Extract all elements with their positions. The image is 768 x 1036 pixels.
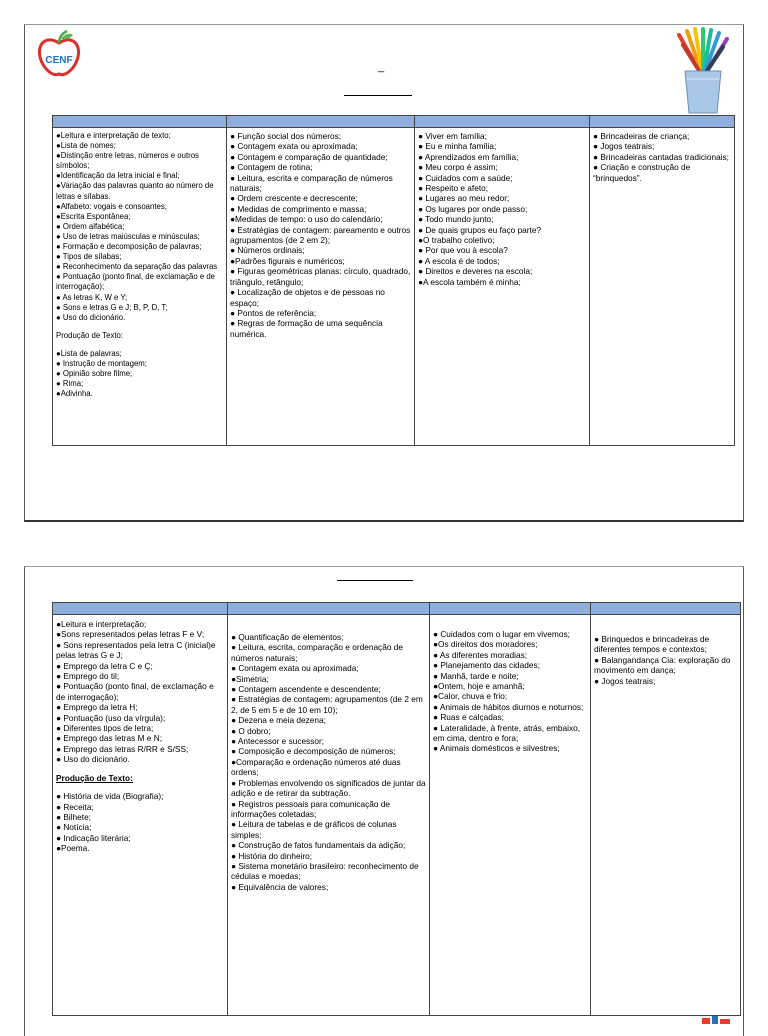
list-item: ● Lugares ao meu redor; (418, 193, 510, 204)
list-item: ● Diferentes tipos de letra; (56, 723, 154, 734)
list-item: ● Reconhecimento da separação das palavras (56, 262, 218, 272)
list-item: ● Balangandança Cia: exploração do movimento em dança; (594, 654, 731, 676)
list-item: ● Contagem exata ou aproximada; (230, 141, 358, 152)
list-item: ● Viver em família; (418, 131, 487, 141)
list-item: ● Sistema monetário brasileiro: reconhecimento de cédulas e moedas; (231, 860, 419, 882)
column-arts (591, 615, 741, 1016)
list-item: ●Comparação e ordenação números até duas ordens; (231, 756, 401, 778)
header-mark: _ (378, 61, 385, 73)
spacer (56, 783, 224, 791)
list-item: ● Jogos teatrais; (593, 141, 655, 152)
list-item: ● Localização de objetos e de pessoas no espaço; (230, 287, 385, 308)
list-item: ● Contagem exata ou aproximada; (231, 663, 359, 674)
list-item: ● Pontuação (ponto final, de exclamação e de interrogação); (56, 272, 216, 292)
list-item: ●Leitura e interpretação de texto; (56, 131, 171, 140)
list-item: ● Cuidados com o lugar em vivemos; (433, 629, 570, 639)
list-item: ● Números ordinais; (230, 245, 305, 256)
list-item: ● Registros pessoais para comunicação de informações coletadas; (231, 798, 391, 819)
list-item: ● Uso do dicionário. (56, 312, 126, 322)
list-item: ● Ordem alfabética; (56, 221, 125, 231)
list-item: ● Uso de letras maiúsculas e minúsculas; (56, 231, 200, 241)
list-item: ●Lista de palavras; (56, 348, 122, 358)
list-item: ● Equivalência de valores; (231, 881, 329, 892)
list-item: ● Quantificação de elementos; (231, 632, 344, 642)
list-item: ● Problemas envolvendo os significados de juntar da adição e de retirar da subtração. (231, 777, 426, 799)
list-item: ● Construção de fatos fundamentais da adição; (231, 840, 406, 851)
list-item: ● Animais domésticos e silvestres; (433, 743, 560, 754)
list-item: ●Alfabeto: vogais e consoantes; (56, 201, 167, 211)
list-item: ● Cuidados com a saúde; (418, 172, 513, 183)
header-cell (227, 116, 415, 128)
header-cell (590, 116, 735, 128)
list-item: ● Os lugares por onde passo; (418, 203, 528, 214)
list-item: ● Contagem e comparação de quantidade; (230, 151, 388, 162)
list-item: ● Regras de formação de uma sequência numérica. (230, 318, 383, 339)
column-arts (590, 128, 735, 446)
list-item: ● Dezena e meia dezena; (231, 715, 326, 726)
list-item: ●Identificação da letra inicial e final; (56, 171, 180, 181)
list-item: ● Composição e decomposição de números; (231, 746, 396, 757)
list-item: ● Todo mundo junto; (418, 214, 494, 225)
list-item: ● Leitura, escrita e comparação de números naturais; (230, 172, 393, 194)
list-item: ● Ordem crescente e decrescente; (230, 193, 358, 204)
list-item: ● Por que vou à escola? (418, 245, 508, 256)
curriculum-table-1 (52, 115, 735, 446)
list-item: ● Jogos teatrais; (594, 675, 656, 686)
list-item: ●Sons representados pelas letras F e V; (56, 629, 205, 640)
list-item: ● Ruas e calçadas; (433, 712, 504, 723)
list-item: ● Formação e decomposição de palavras; (56, 242, 202, 252)
list-item: ●Simetria; (231, 673, 269, 684)
list-item: ●Poema. (56, 843, 90, 854)
header-cell (53, 116, 227, 128)
list-item: ● Direitos e deveres na escola; (418, 266, 533, 277)
list-item: ● Respeito e afeto; (418, 183, 489, 194)
section-heading: Produção de Texto: (56, 330, 124, 340)
header-cell (430, 603, 591, 615)
column-mathematics (227, 128, 415, 446)
list-item: ● Emprego da letra H; (56, 702, 138, 713)
list-item: ● Receita; (56, 801, 94, 812)
header-cell (228, 603, 430, 615)
table-header-row (53, 116, 735, 128)
corner-logo-fragment (698, 1014, 738, 1024)
list-item: ● Meu corpo é assim; (418, 162, 498, 173)
list-item: ●A escola também é minha; (418, 276, 521, 287)
list-item: ●Os direitos dos moradores; (433, 639, 538, 650)
spacer (56, 765, 224, 773)
list-item: ● Medidas de comprimento e massa; (230, 203, 367, 214)
list-item: ● As diferentes moradias; (433, 649, 528, 660)
column-portuguese (53, 128, 227, 446)
list-item: ● Antecessor e sucessor; (231, 736, 325, 747)
list-item: ● Uso do dicionário. (56, 754, 130, 765)
list-item: ● Sons e letras G e J; B, P, D, T; (56, 302, 168, 312)
title-underline (337, 580, 413, 581)
list-item: ●Lista de nomes; (56, 141, 116, 151)
list-item: ● Figuras geométricas planas: círculo, quadrado, triângulo, retângulo; (230, 266, 411, 287)
table-row (53, 615, 741, 1016)
list-item: ● Estratégias de contagem: agrupamentos (de 2 em 2, de 5 em 5 e de 10 em 10); (231, 694, 423, 715)
header-cell (53, 603, 228, 615)
list-item: ● Emprego das letras M e N; (56, 733, 162, 744)
list-item: ● Lateralidade, à frente, atrás, embaixo, em cima, dentro e fora; (433, 722, 581, 744)
list-item: ● Eu e minha família; (418, 141, 497, 152)
list-item: ● História de vida (Biografia); (56, 791, 164, 802)
list-item: ● Rima; (56, 379, 84, 389)
list-item: ●Leitura e interpretação; (56, 619, 147, 629)
spacer (56, 341, 223, 349)
header-cell (591, 603, 741, 615)
list-item: ● Brincadeiras cantadas tradicionais; (593, 151, 729, 162)
list-item: ● Pontuação (ponto final, de exclamação e de interrogação); (56, 681, 214, 702)
list-item: ● Função social dos números; (230, 131, 342, 141)
list-item: ●O trabalho coletivo; (418, 235, 495, 246)
list-item: ●Variação das palavras quanto ao número de letras e sílabas. (56, 181, 214, 201)
list-item: ●Calor, chuva e frio; (433, 691, 508, 702)
list-item: ● Indicação literária; (56, 832, 131, 843)
list-item: ● Contagem de rotina; (230, 162, 313, 173)
document-page-2 (24, 566, 744, 1036)
list-item: ● Animais de hábitos diurnos e noturnos; (433, 701, 584, 712)
list-item: ● O dobro; (231, 725, 271, 736)
list-item: ● Sons representados pela letra C (inicial)e pelas letras G e J; (56, 639, 216, 661)
list-item: ●Padrões figurais e numéricos; (230, 255, 345, 266)
column-mathematics (228, 615, 430, 1016)
column-social-studies (415, 128, 590, 446)
cenf-logo (37, 29, 81, 81)
list-item: ●Adivinha. (56, 389, 93, 399)
spacer (56, 323, 223, 331)
list-item: ● Criação e construção de “brinquedos”. (593, 162, 691, 183)
list-item: ● Estratégias de contagem: pareamento e outros agrupamentos (de 2 em 2); (230, 224, 411, 246)
list-item: ● Leitura de tabelas e de gráficos de colunas simples; (231, 819, 397, 840)
list-item: ●Distinção entre letras, números e outros símbolos; (56, 151, 199, 171)
list-item: ● Manhã, tarde e noite; (433, 670, 519, 681)
column-social-studies (430, 615, 591, 1016)
list-item: ● Planejamento das cidades; (433, 660, 540, 671)
list-item: ●Escrita Espontânea; (56, 211, 131, 221)
section-heading: Produção de Texto: (56, 772, 133, 783)
list-item: ● Tipos de sílabas; (56, 252, 122, 262)
list-item: ● Notícia; (56, 822, 92, 833)
curriculum-table-2 (52, 602, 741, 1016)
list-item: ●Medidas de tempo: o uso do calendário; (230, 214, 383, 225)
list-item: ● Aprendizados em família; (418, 151, 519, 162)
list-item: ● Pontuação (uso da vírgula); (56, 712, 166, 723)
header-cell (415, 116, 590, 128)
list-item: ● Contagem ascendente e descendente; (231, 684, 381, 695)
list-item: ● Emprego das letras R/RR e S/SS; (56, 743, 189, 754)
list-item: ● Leitura, escrita, comparação e ordenação de números naturais; (231, 642, 403, 663)
list-item: ● As letras K, W e Y; (56, 292, 128, 302)
list-item: ● Opinião sobre filme; (56, 369, 133, 379)
list-item: ● Brincadeiras de criança; (593, 131, 690, 141)
list-item: ●Ontem, hoje e amanhã; (433, 681, 525, 692)
title-underline (344, 95, 412, 96)
list-item: ● Brinquedos e brincadeiras de diferentes tempos e contextos; (594, 634, 710, 655)
document-page-1 (24, 24, 744, 522)
column-portuguese (53, 615, 228, 1016)
table-header-row (53, 603, 741, 615)
list-item: ● De quais grupos eu faço parte? (418, 224, 542, 235)
table-row (53, 128, 735, 446)
list-item: ● Emprego do til; (56, 671, 120, 682)
list-item: ● Instrução de montagem; (56, 358, 147, 368)
logo-text: CENF (45, 55, 73, 66)
list-item: ● Bilhete; (56, 811, 91, 822)
list-item: ● História do dinheiro; (231, 850, 313, 861)
list-item: ● A escola é de todos; (418, 255, 500, 266)
list-item: ● Pontos de referência; (230, 307, 317, 318)
colored-pencils-cup-image (673, 27, 733, 115)
list-item: ● Emprego da letra C e Ç; (56, 660, 153, 671)
